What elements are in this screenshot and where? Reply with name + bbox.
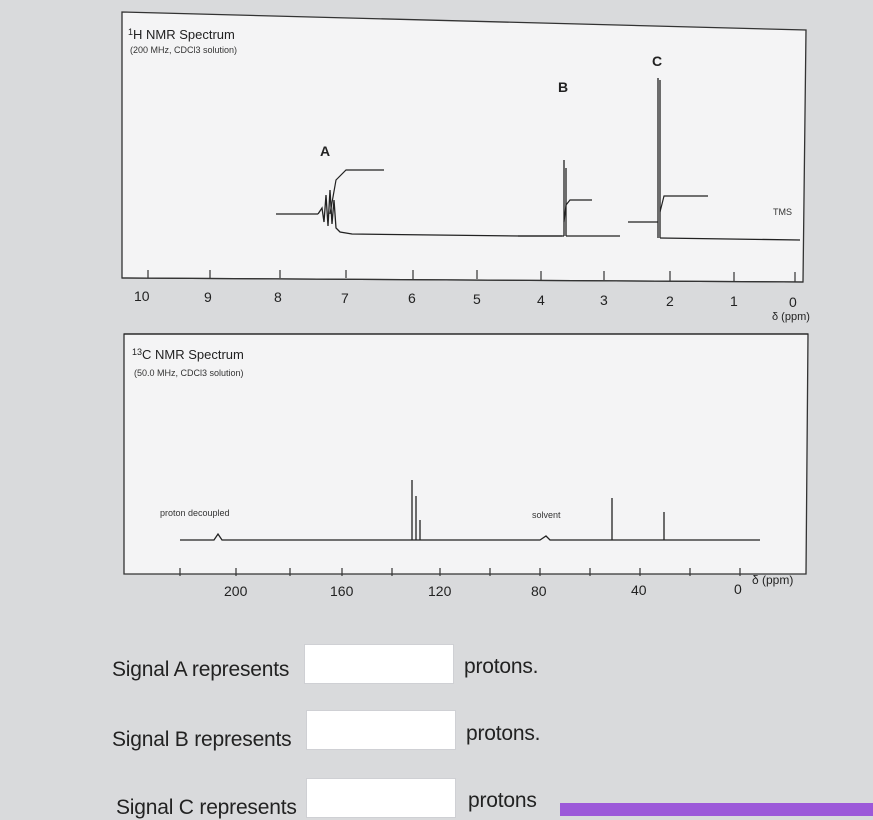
c-axis-tick-labels bbox=[224, 581, 742, 599]
h-tick-0: 0 bbox=[789, 294, 797, 310]
h-tick-9: 9 bbox=[204, 289, 212, 305]
question-c-suffix: protons bbox=[468, 789, 537, 812]
signal-a-answer-input[interactable] bbox=[304, 644, 454, 684]
h-tick-10: 10 bbox=[134, 288, 150, 304]
question-b-suffix: protons. bbox=[466, 722, 541, 745]
peak-label-a: A bbox=[320, 143, 331, 159]
proton-decoupled-label: proton decoupled bbox=[160, 508, 230, 518]
c-title: C NMR Spectrum bbox=[142, 347, 244, 362]
peak-label-c: C bbox=[652, 53, 663, 69]
signal-c-answer-input[interactable] bbox=[306, 778, 456, 818]
c-title-sup: 13 bbox=[132, 347, 143, 357]
c-tick-0: 0 bbox=[734, 581, 742, 597]
h-axis-tick-labels bbox=[134, 288, 797, 310]
c-tick-160: 160 bbox=[330, 583, 354, 599]
svg-text:1H NMR Spectrum bbox=[128, 27, 235, 42]
h-tick-8: 8 bbox=[274, 289, 282, 305]
tms-label: TMS bbox=[773, 207, 792, 217]
c-axis-label: δ (ppm) bbox=[752, 573, 794, 587]
c-tick-40: 40 bbox=[631, 582, 647, 598]
signal-b-answer-input[interactable] bbox=[306, 710, 456, 750]
question-c-prompt: Signal C represents bbox=[116, 796, 297, 819]
h-title: H NMR Spectrum bbox=[133, 27, 235, 42]
h-tick-4: 4 bbox=[537, 292, 545, 308]
h-tick-3: 3 bbox=[600, 292, 608, 308]
question-a-prompt: Signal A represents bbox=[112, 658, 290, 681]
c-tick-80: 80 bbox=[531, 583, 547, 599]
h-title-sup: 1 bbox=[128, 27, 134, 37]
h-axis-label: δ (ppm) bbox=[772, 311, 810, 323]
c-tick-200: 200 bbox=[224, 583, 248, 599]
c-subtitle: (50.0 MHz, CDCl3 solution) bbox=[134, 368, 244, 378]
c-tick-120: 120 bbox=[428, 583, 452, 599]
h-subtitle: (200 MHz, CDCl3 solution) bbox=[130, 45, 238, 55]
purple-footer-bar bbox=[560, 803, 873, 816]
h-tick-1: 1 bbox=[730, 293, 738, 309]
h-tick-7: 7 bbox=[341, 290, 349, 306]
peak-label-b: B bbox=[558, 79, 569, 95]
svg-text:13C NMR Spectrum bbox=[132, 347, 244, 362]
solvent-label: solvent bbox=[532, 510, 561, 520]
h-tick-6: 6 bbox=[408, 290, 416, 306]
h-tick-5: 5 bbox=[473, 291, 481, 307]
question-b-prompt: Signal B represents bbox=[112, 728, 292, 751]
h-tick-2: 2 bbox=[666, 293, 674, 309]
question-a-suffix: protons. bbox=[464, 655, 539, 678]
